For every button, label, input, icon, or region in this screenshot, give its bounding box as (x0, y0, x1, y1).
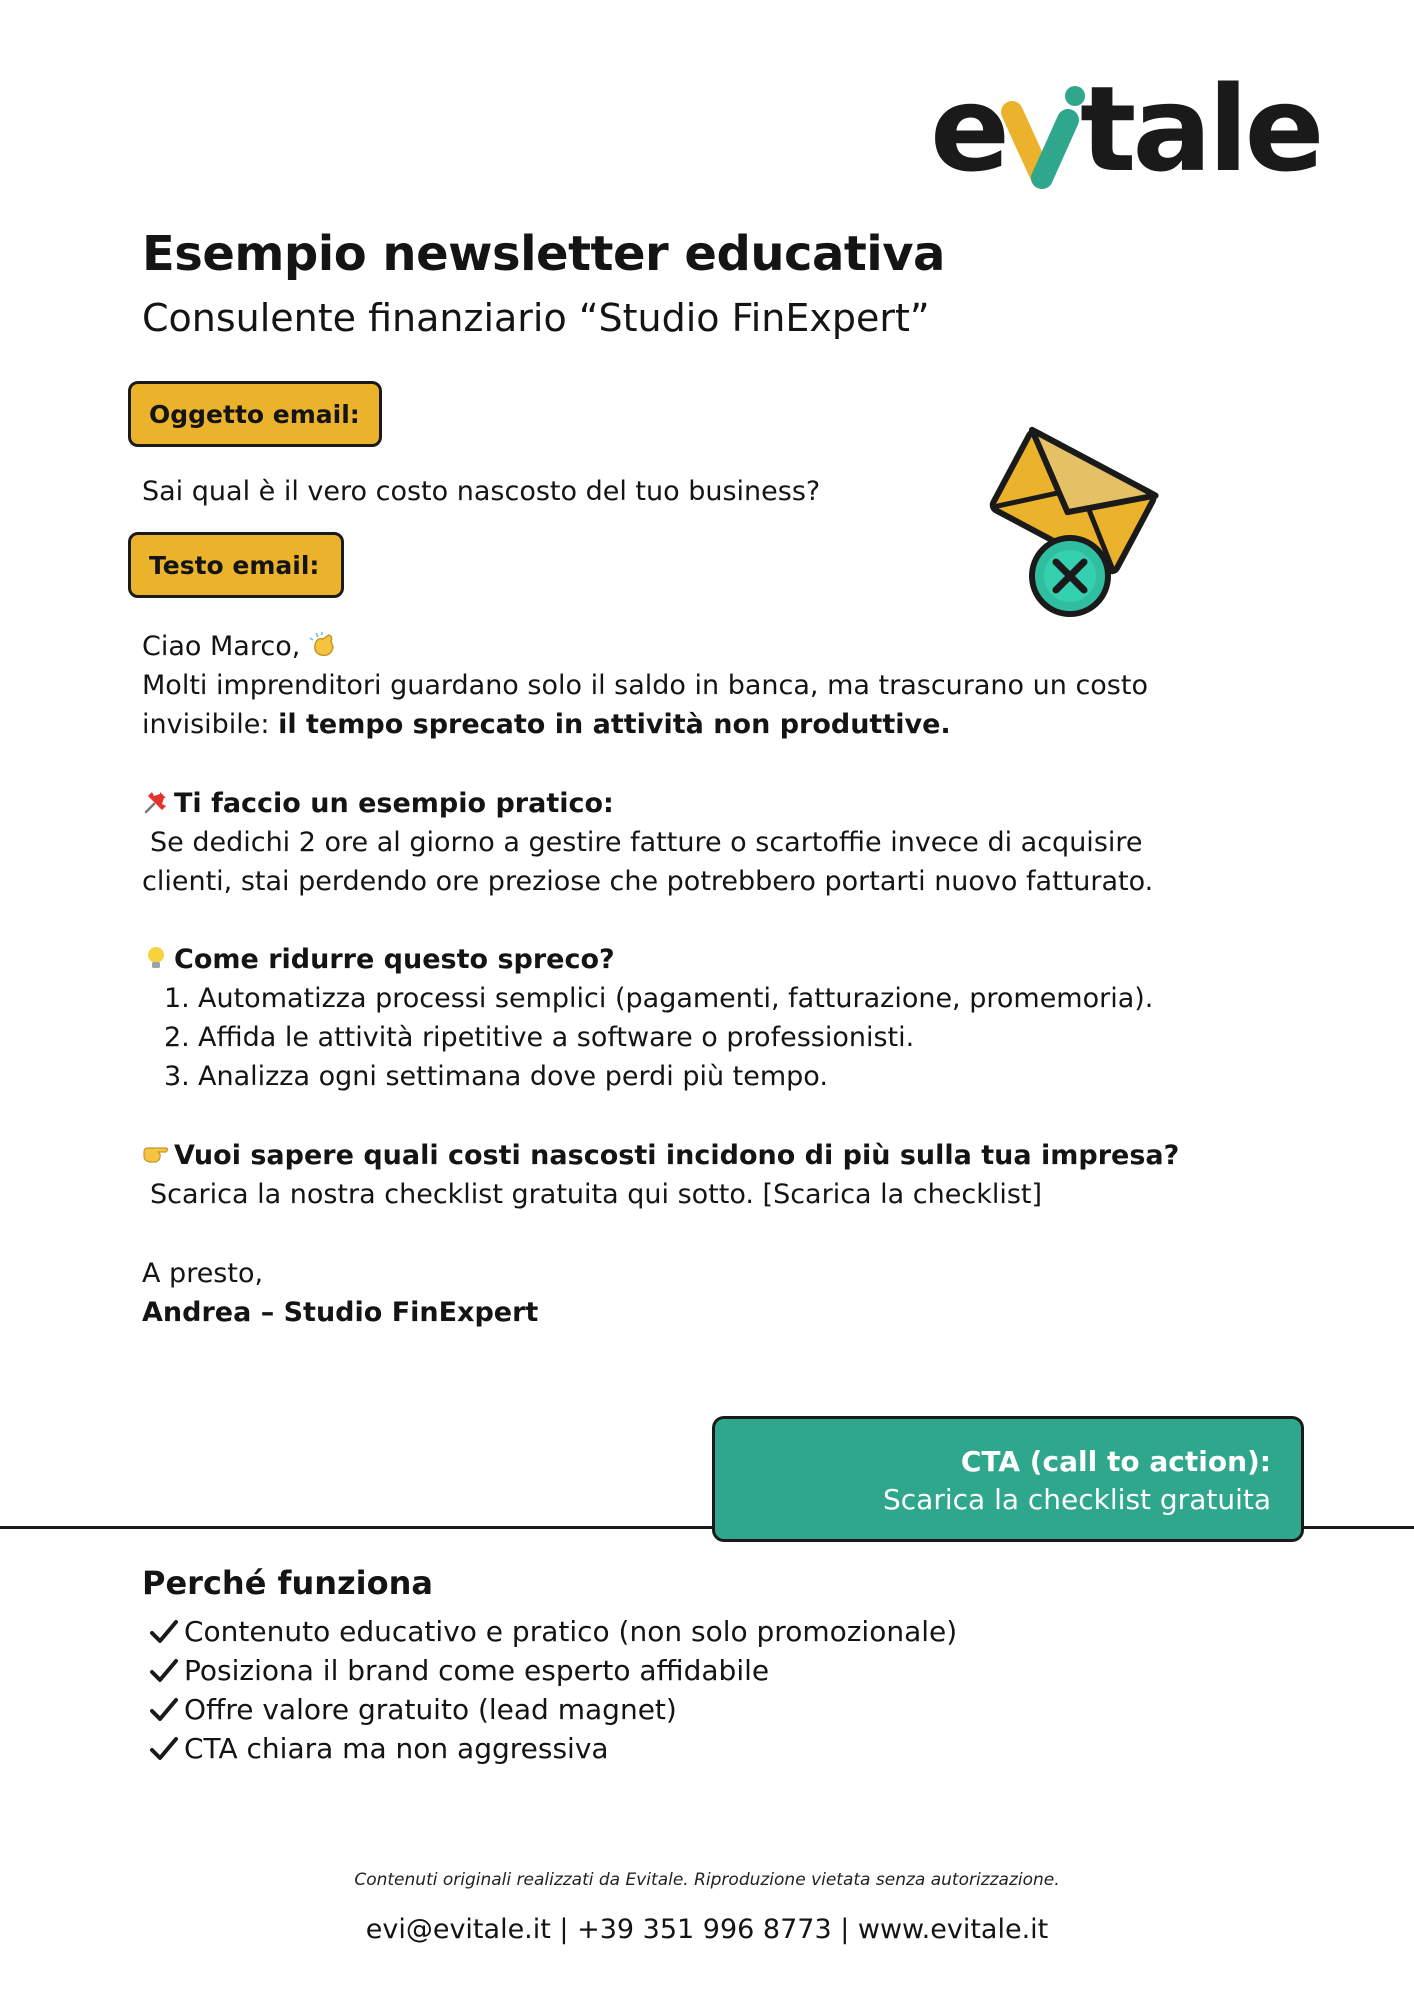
cta-heading-row (142, 1136, 1179, 1175)
cta-heading: Vuoi sapere quali costi nascosti incidono di più sulla tua impresa? (174, 1140, 1180, 1171)
evitale-logo (930, 70, 1360, 200)
step-text: Automatizza processi semplici (pagamenti, fatturazione, promemoria). (198, 983, 1154, 1014)
cta-box-title: CTA (call to action): (960, 1445, 1271, 1478)
reduce-heading-row (142, 940, 1153, 979)
cta-box (712, 1416, 1304, 1542)
list-item (148, 1690, 957, 1729)
steps-list (142, 979, 1153, 1096)
list-item (148, 1612, 957, 1651)
why-list (148, 1612, 957, 1768)
signature: Andrea – Studio FinExpert (142, 1297, 539, 1328)
step-number: 2. (164, 1022, 190, 1053)
list-item (142, 1018, 1153, 1057)
subject-label: Oggetto email: (128, 381, 382, 447)
example-block (142, 784, 1153, 901)
cta-block (142, 1136, 1179, 1214)
intro-paragraph (142, 666, 1148, 744)
cta-box-text: Scarica la checklist gratuita (883, 1483, 1271, 1516)
greeting-text: Ciao Marco, (142, 631, 301, 662)
checkmark-icon (148, 1733, 180, 1765)
reduce-heading: Come ridurre questo spreco? (174, 944, 615, 975)
cta-line: Scarica la nostra checklist gratuita qui sotto. [Scarica la checklist] (150, 1179, 1043, 1210)
step-number: 3. (164, 1061, 190, 1092)
example-heading: Ti faccio un esempio pratico: (174, 788, 614, 819)
intro-line-2-bold: il tempo sprecato in attività non produttive. (278, 709, 951, 740)
subject-text: Sai qual è il vero costo nascosto del tuo business? (142, 476, 821, 507)
envelope-cancel-icon (985, 418, 1165, 618)
pointing-hand-icon (142, 1140, 170, 1168)
list-item (148, 1651, 957, 1690)
svg-text:e: e (930, 70, 1011, 198)
pushpin-icon (142, 788, 170, 816)
step-number: 1. (164, 983, 190, 1014)
intro-line-2 (142, 705, 1148, 744)
list-item (148, 1729, 957, 1768)
footer-note: Contenuti originali realizzati da Evitale. Riproduzione vietata senza autorizzazione. (354, 1870, 1060, 1890)
signoff-block (142, 1254, 538, 1332)
why-item-text: Posiziona il brand come esperto affidabile (184, 1654, 770, 1687)
example-line-1: Se dedichi 2 ore al giorno a gestire fatture o scartoffie invece di acquisire (150, 827, 1143, 858)
step-text: Analizza ogni settimana dove perdi più tempo. (198, 1061, 828, 1092)
example-line-2: clienti, stai perdendo ore preziose che potrebbero portarti nuovo fatturato. (142, 866, 1154, 897)
list-item (142, 1057, 1153, 1096)
body-label: Testo email: (128, 532, 344, 598)
signoff: A presto, (142, 1258, 264, 1289)
step-text: Affida le attività ripetitive a software o professionisti. (198, 1022, 915, 1053)
list-item (142, 979, 1153, 1018)
reduce-block (142, 940, 1153, 1096)
svg-text:tale: tale (1080, 70, 1321, 198)
page-subtitle: Consulente finanziario “Studio FinExpert” (142, 296, 930, 340)
intro-line-2-prefix: invisibile: (142, 709, 279, 740)
why-item-text: Offre valore gratuito (lead magnet) (184, 1693, 677, 1726)
footer-contact: evi@evitale.it | +39 351 996 8773 | www.evitale.it (365, 1914, 1049, 1945)
why-item-text: CTA chiara ma non aggressiva (184, 1732, 609, 1765)
why-title: Perché funziona (142, 1564, 433, 1602)
intro-line-1: Molti imprenditori guardano solo il saldo in banca, ma trascurano un costo (142, 670, 1148, 701)
greeting (142, 627, 341, 666)
lightbulb-icon (142, 944, 170, 972)
checkmark-icon (148, 1616, 180, 1648)
page-title: Esempio newsletter educativa (142, 226, 945, 282)
clapping-hands-icon (309, 631, 337, 659)
checkmark-icon (148, 1694, 180, 1726)
checkmark-icon (148, 1655, 180, 1687)
why-item-text: Contenuto educativo e pratico (non solo promozionale) (184, 1615, 958, 1648)
example-heading-row (142, 784, 1153, 823)
